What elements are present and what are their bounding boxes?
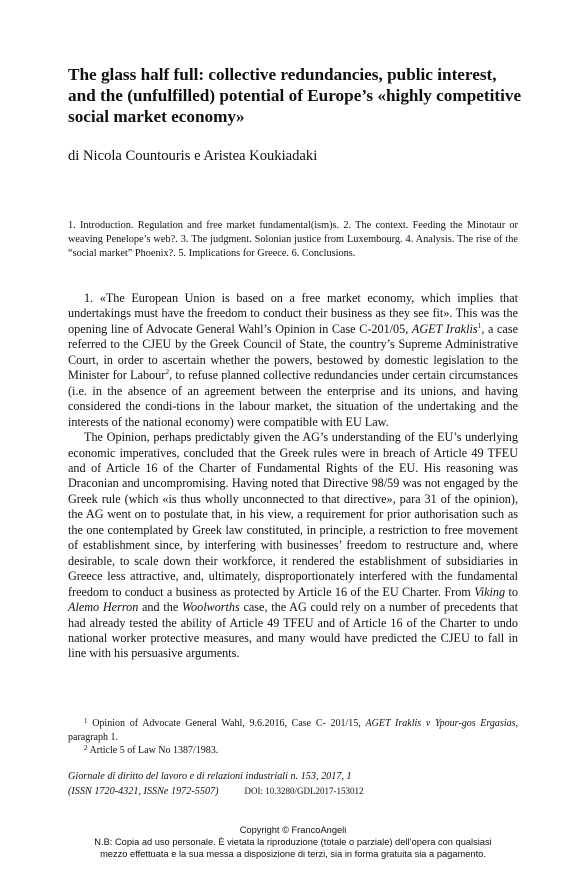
copyright-line: Copyright © FrancoAngeli	[239, 825, 347, 835]
body-paragraph-1: 1. «The European Union is based on a free market economy, which implies that undertakings must have the freedom to conduct their business as they see fit». This was the opening line of Advocate General Wahl’s Opinion in Case C-201/05, AGET Iraklis$^1$, a case referred to the CJEU by the Greek Council of State, the country’s Supreme Administrative Court, in order to ascertain whether the powers, bestowed by domestic legislation to the Minister for Labour$^2$, to refuse planned collective redundancies under certain circumstances (i.e. in the absence of an agreement between the enterprise and its unions, and having considered the condi-tions in the labour market, the situation of the undertaking and the interests of the national economy) were compatible with EU Law.	[68, 291, 518, 429]
journal-name: Giornale di diritto del lavoro e di relazioni industriali n. 153, 2017, 1	[68, 771, 352, 782]
footnote-ref-2[interactable]: 2	[165, 367, 170, 377]
footnotes	[68, 717, 518, 758]
table-of-contents-summary: 1. Introduction. Regulation and free market fundamental(ism)s. 2. The context. Feeding the Minotaur or weaving Penelope’s web?. 3. The judgment. Solonian justice from Luxembourg. 4. Analysis. The rise of the “social market” Phoenix?. 5. Implications for Greece. 6. Conclusions.	[68, 220, 518, 259]
journal-issn-line	[68, 784, 528, 799]
copyright-notice	[0, 824, 586, 861]
journal-citation	[68, 770, 528, 799]
copyright-disclaimer-1: N.B: Copia ad uso personale. È vietata la riproduzione (totale o parziale) dell’opera con qualsiasi	[94, 837, 492, 848]
case-name: AGET Iraklis	[411, 321, 478, 336]
footnote-2: $^2$ Article 5 of Law No 1387/1983.	[84, 744, 219, 757]
body-paragraph-2: The Opinion, perhaps predictably given the AG’s understanding of the EU’s underlying economic imperatives, concluded that the Greek rules were in breach of Article 49 TFEU and of Article 16 of the Charter of Fundamental Rights of the EU. His reasoning was Draconian and uncompromising. Having noted that Directive 98/59 was not engaged by the Greek rule (which «is thus wholly unconnected to that directive», para 31 of the opinion), the AG went on to postulate that, in his view, a requirement for prior authorisation such as the one contemplated by Greek law constituted, in principle, a restriction to free movement of establishment since, by interfering with businesses’ freedom to restructure and, where desirable, to scale down their workforce, it rendered the establishment of subsidiaries in Greece less attractive, and, ultimately, disproportionately interfered with the fundamental freedom to conduct a business as protected by Article 16 of the EU Charter. From Viking to Alemo Herron and the Woolworths case, the AG could rely on a number of precedents that had already tested the ability of Article 49 TFEU and of Article 16 of the Charter to undo national worker protective measures, and many would have predicted the CJEU to fall in line with his persuasive arguments.	[68, 430, 518, 661]
footnote-ref-1[interactable]: 1	[477, 320, 482, 330]
article-authors: di Nicola Countouris e Aristea Koukiadaki	[68, 148, 318, 164]
article-title: The glass half full: collective redundancies, public interest, and the (unfulfilled) potential of Europe’s «highly competitive social market economy»	[68, 65, 522, 126]
case-viking: Viking	[474, 584, 506, 599]
article-body	[68, 291, 518, 662]
footnote-number: 2	[84, 744, 88, 753]
case-woolworths: Woolworths	[181, 600, 240, 615]
footnote-number: 1	[84, 717, 88, 725]
copyright-disclaimer-2: mezzo effettuata e la sua messa a disposizione di terzi, sia in forma gratuita sia a pagamento.	[100, 849, 486, 860]
footnote-1: $^1$ Opinion of Advocate General Wahl, 9.6.2016, Case C- 201/15, AGET Iraklis v Ypour-gos Ergasias, paragraph 1.	[68, 717, 518, 743]
journal-issn: (ISSN 1720-4321, ISSNe 1972-5507)	[68, 786, 219, 797]
journal-doi[interactable]: DOI: 10.3280/GDL2017-153012	[244, 786, 364, 796]
case-alemo-herron: Alemo Herron	[68, 600, 139, 615]
